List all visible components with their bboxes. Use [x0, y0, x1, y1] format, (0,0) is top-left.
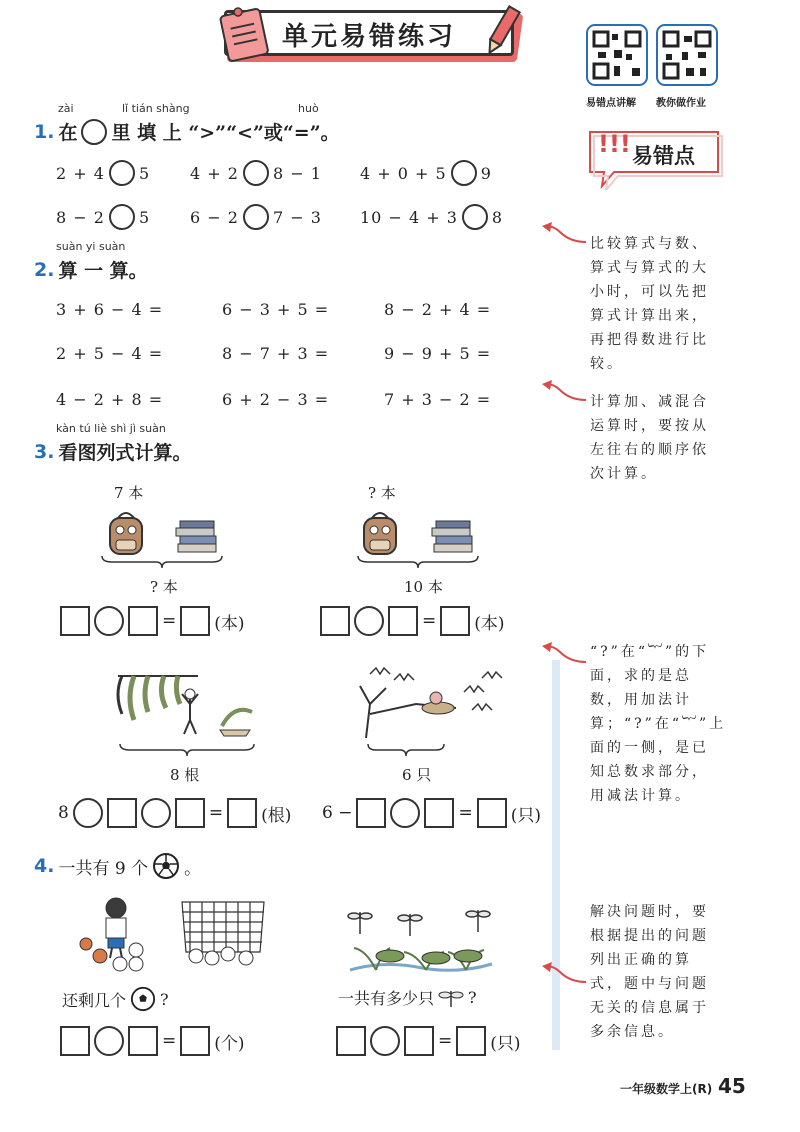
answer-box[interactable] — [175, 798, 205, 828]
answer-box[interactable] — [477, 798, 507, 828]
q3-p4-equation: 6 − = (只) — [322, 798, 541, 828]
brace — [366, 742, 446, 758]
answer-circle[interactable] — [243, 160, 269, 186]
qr-code-icon[interactable] — [586, 24, 648, 86]
arrow-icon — [540, 960, 588, 986]
books-icon — [430, 520, 476, 554]
q2-item[interactable]: 2 + 5 − 4 = — [56, 344, 164, 363]
tip-3: “?”在“︸”的下面，求的是总数，用加法计算；“?”在“︸”上面的一侧，是已知总数求部分，用减法计算。 — [590, 644, 727, 804]
q3-p2-top-label: ? 本 — [368, 484, 396, 502]
exclamation-icon: !!! — [598, 130, 631, 158]
answer-box[interactable] — [356, 798, 386, 828]
q1-pinyin: zài lǐ tián shàng huò — [58, 102, 319, 115]
q3-p3-equation: 8 = (根) — [58, 798, 291, 828]
sample-circle — [81, 119, 107, 145]
tip-2: 计算加、减混合运算时，要按从左往右的顺序依次计算。 — [590, 394, 709, 482]
answer-box[interactable] — [227, 798, 257, 828]
qr-code-icon[interactable] — [656, 24, 718, 86]
answer-box[interactable] — [180, 1026, 210, 1056]
pencil-icon — [480, 2, 524, 60]
q2-item[interactable]: 6 + 2 − 3 = — [222, 390, 330, 409]
page-number: 45 — [718, 1074, 746, 1098]
q2-pinyin: suàn yi suàn — [56, 240, 126, 253]
sidebar-strip — [552, 660, 560, 1050]
q3-p1-bottom-label: ? 本 — [150, 578, 178, 596]
q3-p4-total-label: 6 只 — [402, 766, 432, 784]
answer-box[interactable] — [60, 1026, 90, 1056]
arrow-icon — [540, 220, 588, 246]
answer-box[interactable] — [440, 606, 470, 636]
qr-label-1: 易错点讲解 — [586, 98, 636, 109]
qr-block-2[interactable] — [656, 24, 726, 109]
answer-box[interactable] — [336, 1026, 366, 1056]
answer-box[interactable] — [320, 606, 350, 636]
q2-item[interactable]: 7 + 3 − 2 = — [384, 390, 492, 409]
book-label: 一年级数学上(R) — [620, 1082, 713, 1096]
answer-circle[interactable] — [354, 606, 384, 636]
brace — [118, 742, 256, 758]
answer-circle[interactable] — [109, 160, 135, 186]
qr-block-1[interactable] — [586, 24, 652, 109]
answer-circle[interactable] — [109, 204, 135, 230]
q1-item: 2 + 4 5 — [56, 160, 150, 186]
q4-p2-question: 一共有多少只 ? — [338, 988, 477, 1008]
qr-label-2: 教你做作业 — [656, 98, 706, 109]
q2-item[interactable]: 3 + 6 − 4 = — [56, 300, 164, 319]
dragonfly-icon — [438, 987, 464, 1009]
q1-item: 4 + 2 8 − 1 — [190, 160, 322, 186]
q3-p1-equation: = (本) — [60, 606, 245, 636]
q2-heading: 2. 算 一 算。 — [34, 258, 148, 282]
soccer-ball-icon — [152, 852, 180, 880]
tip-1: 比较算式与数、算式与算式的大小时，可以先把算式计算出来，再把得数进行比较。 — [590, 236, 709, 372]
answer-box[interactable] — [128, 606, 158, 636]
q4-p1-question: 还剩几个 ? — [62, 986, 169, 1012]
mistake-badge — [584, 128, 724, 188]
q3-p3-total-label: 8 根 — [170, 766, 200, 784]
arrow-icon — [540, 640, 588, 666]
q3-p2-bottom-label: 10 本 — [404, 578, 443, 596]
birds-tree-icon — [356, 664, 506, 740]
q2-item[interactable]: 8 − 2 + 4 = — [384, 300, 492, 319]
boy-with-balls-icon — [76, 894, 272, 974]
tip-4: 解决问题时，要根据提出的问题列出正确的算式，题中与问题无关的信息属于多余信息。 — [590, 904, 709, 1040]
q3-pinyin: kàn tú liè shì jì suàn — [56, 422, 166, 435]
books-icon — [174, 520, 220, 554]
answer-box[interactable] — [107, 798, 137, 828]
answer-circle[interactable] — [462, 204, 488, 230]
answer-box[interactable] — [388, 606, 418, 636]
q1-item: 8 − 2 5 — [56, 204, 150, 230]
answer-box[interactable] — [180, 606, 210, 636]
dragonflies-pond-icon — [346, 904, 496, 974]
brace — [100, 554, 224, 570]
q1-heading: 1. 在 里 填 上 “>”“<”或“=”。 — [34, 120, 340, 144]
arrow-icon — [540, 378, 588, 404]
q3-p2-equation: = (本) — [320, 606, 505, 636]
answer-circle[interactable] — [390, 798, 420, 828]
answer-circle[interactable] — [94, 1026, 124, 1056]
q4-p1-equation: = (个) — [60, 1026, 245, 1056]
answer-circle[interactable] — [141, 798, 171, 828]
notepad-icon — [216, 4, 274, 64]
answer-box[interactable] — [128, 1026, 158, 1056]
backpack-icon — [104, 508, 148, 558]
soccer-ball-icon — [130, 986, 156, 1012]
q2-item[interactable]: 9 − 9 + 5 = — [384, 344, 492, 363]
q3-p1-top-label: 7 本 — [114, 484, 144, 502]
q3-heading: 3. 看图列式计算。 — [34, 440, 192, 464]
bananas-icon — [108, 664, 258, 740]
q4-heading: 4. 一共有 9 个 。 — [34, 852, 201, 880]
brace — [356, 554, 480, 570]
page-title: 单元易错练习 — [282, 22, 457, 52]
q2-item[interactable]: 8 − 7 + 3 = — [222, 344, 330, 363]
q1-item: 6 − 2 7 − 3 — [190, 204, 322, 230]
answer-circle[interactable] — [451, 160, 477, 186]
q1-item: 4 + 0 + 5 9 — [360, 160, 492, 186]
title-banner — [222, 8, 522, 66]
q1-item: 10 − 4 + 3 8 — [360, 204, 503, 230]
answer-circle[interactable] — [73, 798, 103, 828]
q4-p2-equation: = (只) — [336, 1026, 521, 1056]
answer-box[interactable] — [60, 606, 90, 636]
q2-item[interactable]: 6 − 3 + 5 = — [222, 300, 330, 319]
answer-box[interactable] — [424, 798, 454, 828]
q2-item[interactable]: 4 − 2 + 8 = — [56, 390, 164, 409]
answer-circle[interactable] — [94, 606, 124, 636]
answer-box[interactable] — [404, 1026, 434, 1056]
answer-circle[interactable] — [243, 204, 269, 230]
answer-box[interactable] — [456, 1026, 486, 1056]
backpack-icon — [358, 508, 402, 558]
badge-label: 易错点 — [632, 144, 695, 168]
answer-circle[interactable] — [370, 1026, 400, 1056]
